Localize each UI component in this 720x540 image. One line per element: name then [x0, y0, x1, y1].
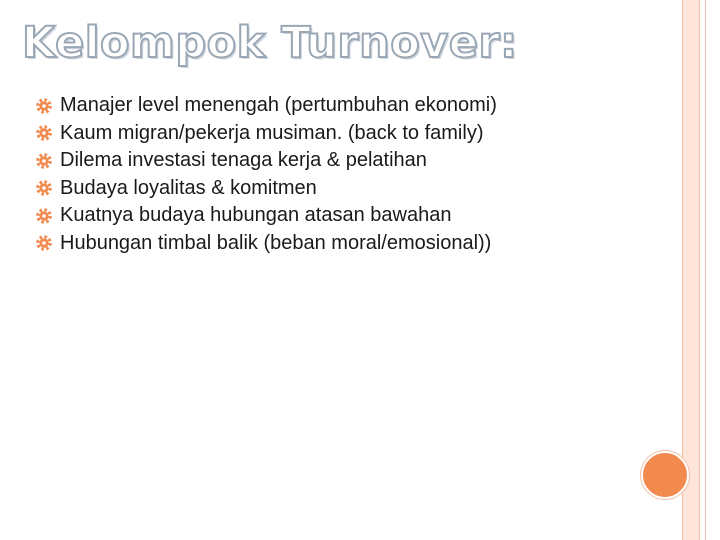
gear-icon — [36, 235, 52, 251]
list-item — [36, 147, 497, 175]
list-item — [36, 175, 497, 203]
bullet-text: Kaum migran/pekerja musiman. (back to family) — [60, 121, 484, 144]
decorative-band — [682, 0, 700, 540]
bullet-text: Dilema investasi tenaga kerja & pelatihan — [60, 149, 427, 172]
bullet-list — [36, 92, 497, 257]
bullet-text: Manajer level menengah (pertumbuhan ekonomi) — [60, 94, 497, 117]
bullet-text: Hubungan timbal balik (beban moral/emosional)) — [60, 231, 492, 254]
gear-icon — [36, 125, 52, 141]
bullet-text: Kuatnya budaya hubungan atasan bawahan — [60, 204, 452, 227]
gear-icon — [36, 153, 52, 169]
gear-icon — [36, 180, 52, 196]
decorative-line — [705, 0, 706, 540]
slide-title: Kelompok Turnover: — [22, 18, 518, 68]
bullet-text: Budaya loyalitas & komitmen — [60, 176, 317, 199]
list-item — [36, 92, 497, 120]
gear-icon — [36, 208, 52, 224]
list-item — [36, 120, 497, 148]
gear-icon — [36, 98, 52, 114]
list-item — [36, 202, 497, 230]
list-item — [36, 230, 497, 258]
decorative-circle — [641, 451, 689, 499]
